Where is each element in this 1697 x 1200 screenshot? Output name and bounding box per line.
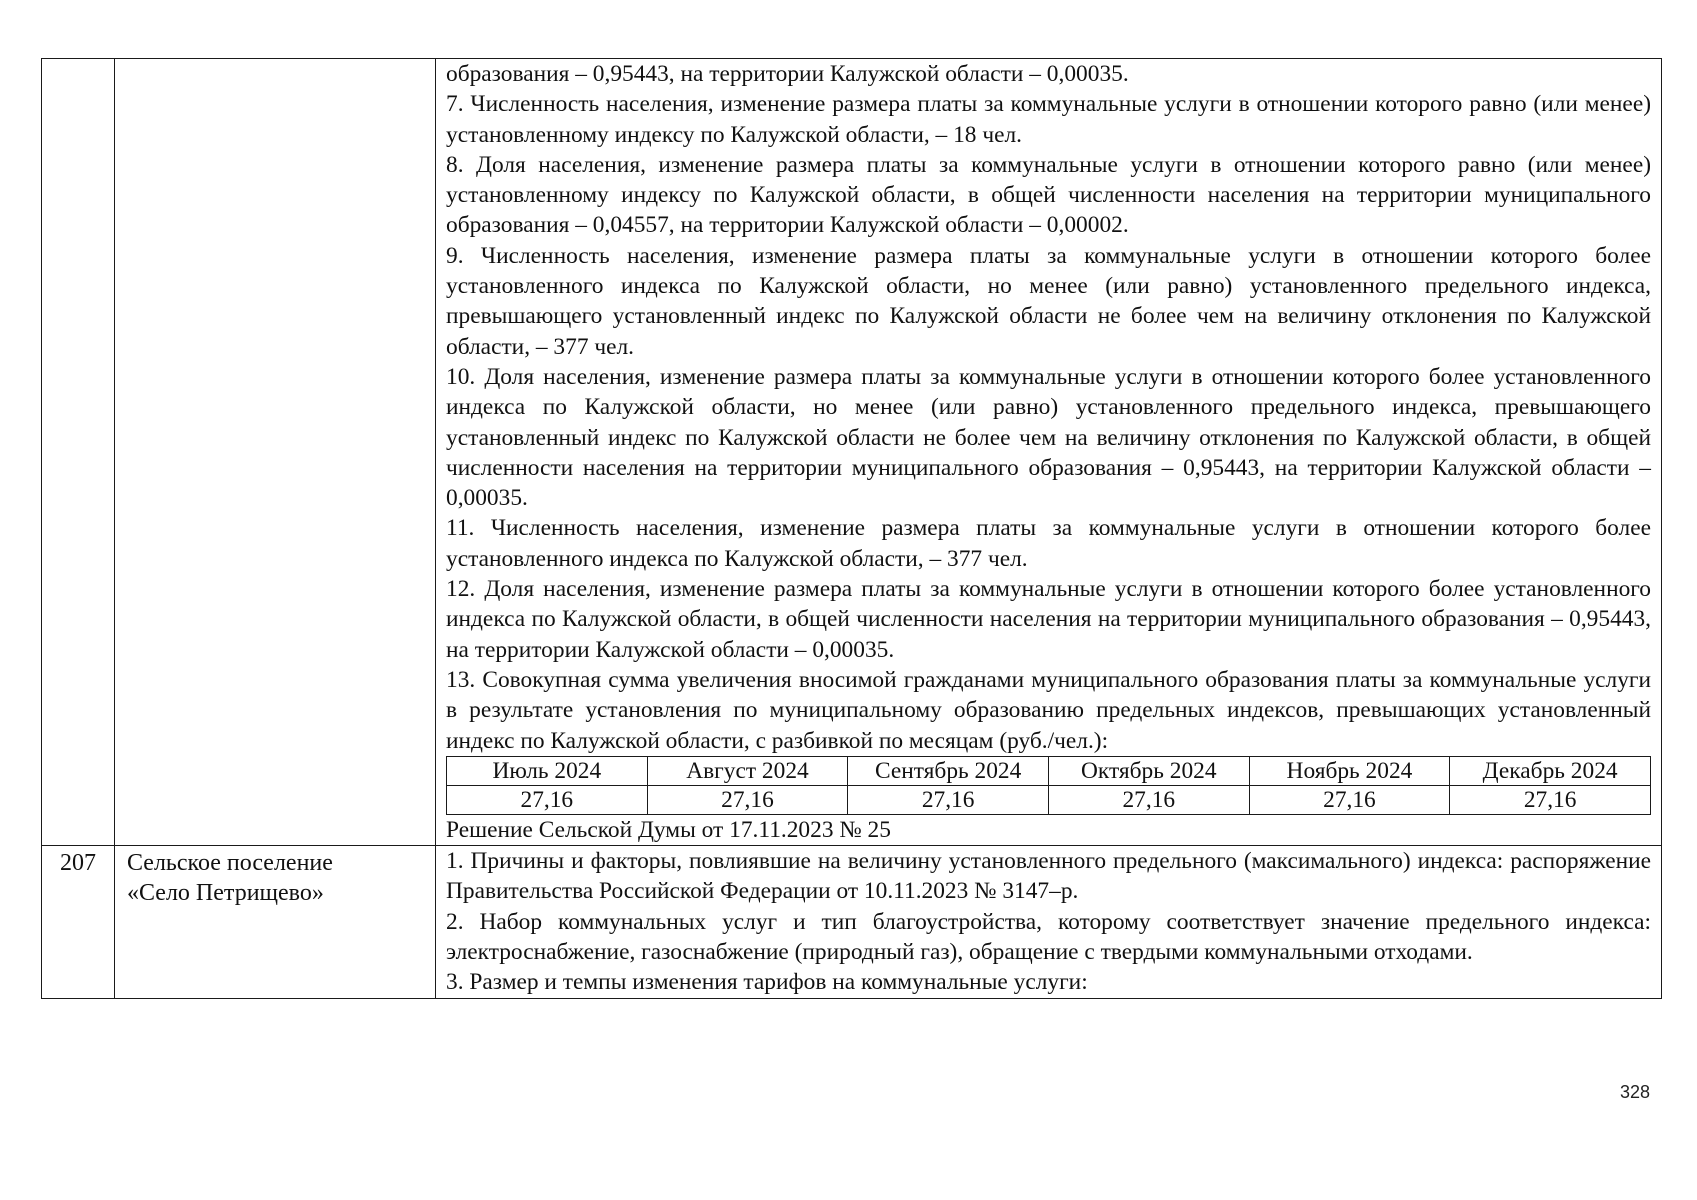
- indicators-cell: [436, 846, 1662, 998]
- month-header: Июль 2024: [447, 756, 648, 785]
- municipality-name-line2: «Село Петрищево»: [127, 880, 324, 907]
- table-row-continuation: [42, 59, 1662, 846]
- month-header: Сентябрь 2024: [848, 756, 1049, 785]
- indices-table: [41, 58, 1662, 999]
- indicator-paragraph: 8. Доля населения, изменение размера платы за коммунальные услуги в отношении которого равно (или менее) установленному индексу по Калужской области, в общей численности населения на территории муниципального образования – 0,04557, на территории Калужской области – 0,00002.: [446, 151, 1651, 239]
- indicator-paragraph: 7. Численность населения, изменение размера платы за коммунальные услуги в отношении которого равно (или менее) установленному индексу по Калужской области, – 18 чел.: [446, 91, 1651, 148]
- indicator-paragraph: 1. Причины и факторы, повлиявшие на величину установленного предельного (максимального) индекса: распоряжение Правительства Российской Федерации от 10.11.2023 № 3147–р.: [446, 848, 1651, 905]
- indicator-paragraph: 11. Численность населения, изменение размера платы за коммунальные услуги в отношении которого более установленного индекса по Калужской области, – 377 чел.: [446, 515, 1651, 572]
- municipality-name: [115, 846, 436, 998]
- month-header: Октябрь 2024: [1048, 756, 1249, 785]
- indicator-paragraph: 9. Численность населения, изменение размера платы за коммунальные услуги в отношении которого более установленного индекса по Калужской области, но менее (или равно) установленного предельного индекса, превышающего установленный индекс по Калужской области не более чем на величину отклонения по Калужской области, – 377 чел.: [446, 242, 1651, 360]
- indicator-paragraph: 13. Совокупная сумма увеличения вносимой гражданами муниципального образования платы за коммунальные услуги в результате установления по муниципальному образованию предельных индексов, превышающих установленный индекс по Калужской области, с разбивкой по месяцам (руб./чел.):: [446, 666, 1651, 754]
- month-header: Август 2024: [647, 756, 848, 785]
- decision-reference: Решение Сельской Думы от 17.11.2023 № 25: [446, 816, 891, 843]
- month-value: 27,16: [1450, 785, 1651, 814]
- table-row-207: [42, 846, 1662, 998]
- page-number: 328: [1620, 1082, 1651, 1102]
- month-value: 27,16: [447, 785, 648, 814]
- month-value: 27,16: [848, 785, 1049, 814]
- month-value: 27,16: [1249, 785, 1450, 814]
- indicator-paragraph: 2. Набор коммунальных услуг и тип благоустройства, которому соответствует значение предельного индекса: электроснабжение, газоснабжение (природный газ), обращение с твердыми коммунальными отходами.: [446, 908, 1651, 966]
- municipality-cell-empty: [115, 59, 436, 846]
- monthly-increase-table: [446, 756, 1651, 815]
- month-header: Декабрь 2024: [1450, 756, 1651, 785]
- row-number: 207: [42, 846, 115, 998]
- month-value: 27,16: [1048, 785, 1249, 814]
- month-header-row: [447, 756, 1651, 785]
- month-value-row: [447, 785, 1651, 814]
- indicator-paragraph: образования – 0,95443, на территории Калужской области – 0,00035.: [446, 61, 1129, 87]
- indicator-paragraph: 3. Размер и темпы изменения тарифов на коммунальные услуги:: [446, 969, 1088, 996]
- row-number-cell-empty: [42, 59, 115, 846]
- month-value: 27,16: [647, 785, 848, 814]
- month-header: Ноябрь 2024: [1249, 756, 1450, 785]
- indicators-cell: [436, 59, 1662, 846]
- indicator-paragraph: 12. Доля населения, изменение размера платы за коммунальные услуги в отношении которого более установленного индекса по Калужской области, в общей численности населения на территории муниципального образования – 0,95443, на территории Калужской области – 0,00035.: [446, 576, 1651, 663]
- municipality-name-line1: Сельское поселение: [127, 850, 333, 877]
- indicator-paragraph: 10. Доля населения, изменение размера платы за коммунальные услуги в отношении которого более установленного индекса по Калужской области, но менее (или равно) установленного предельного индекса, превышающего установленный индекс по Калужской области не более чем на величину отклонения по Калужской области, в общей численности населения на территории муниципального образования – 0,95443, на территории Калужской области – 0,00035.: [446, 363, 1651, 512]
